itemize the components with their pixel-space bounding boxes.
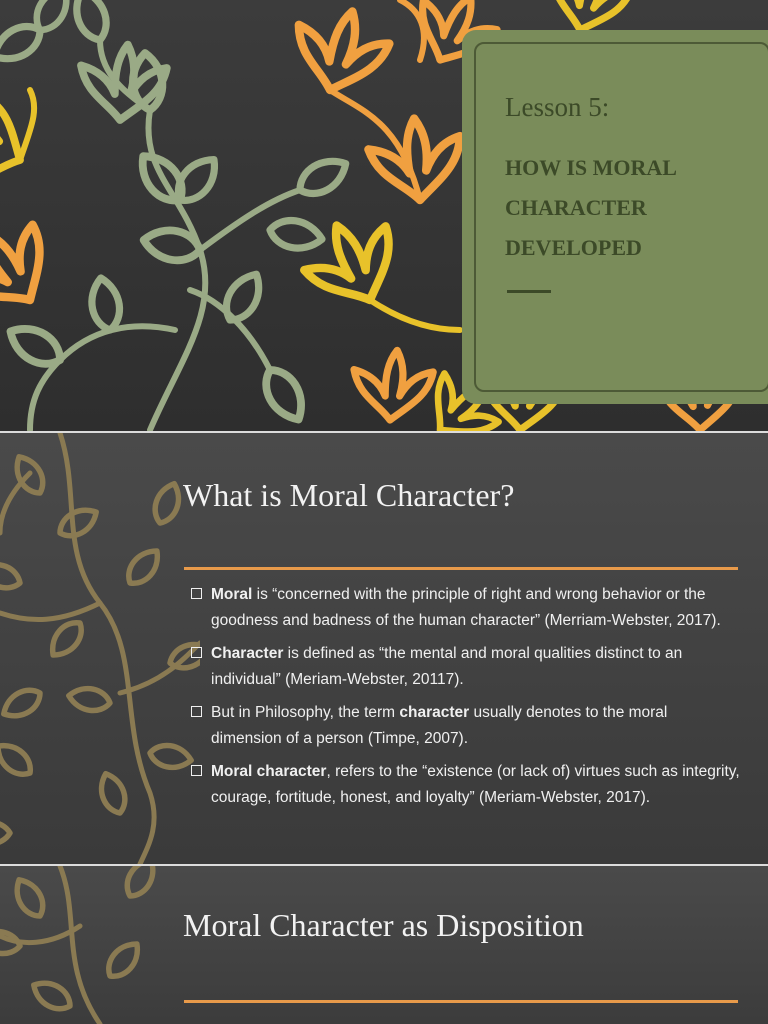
- title-card: [462, 30, 768, 404]
- slide-heading: Moral Character as Disposition: [183, 907, 584, 943]
- vine-pattern-left: [0, 433, 200, 864]
- checkbox-bullet-icon: [191, 706, 202, 717]
- list-item: Moral character, refers to the “existence (or lack of) virtues such as integrity, courage, fortitude, honest, and loyalty” (Meriam-Webster, 2017).: [190, 759, 740, 810]
- heading-rule: [184, 1000, 738, 1003]
- slide-what-is-moral-character[interactable]: [0, 433, 768, 864]
- list-item: Moral is “concerned with the principle of right and wrong behavior or the goodness and badness of the human character” (Merriam-Webster, 2017).: [190, 582, 740, 633]
- slide-heading: What is Moral Character?: [183, 477, 515, 513]
- list-item: Character is defined as “the mental and moral qualities distinct to an individual” (Meriam-Webster, 20117).: [190, 641, 740, 692]
- slide-moral-character-as-disposition[interactable]: [0, 866, 768, 1024]
- slide-title[interactable]: [0, 0, 768, 431]
- checkbox-bullet-icon: [191, 647, 202, 658]
- lesson-label: Lesson 5:: [505, 92, 610, 122]
- lesson-title: HOW IS MORAL CHARACTER DEVELOPED: [505, 155, 676, 260]
- bullet-list: [190, 582, 740, 818]
- title-dash: [507, 290, 551, 293]
- list-item: But in Philosophy, the term character usually denotes to the moral dimension of a person (Timpe, 2007).: [190, 700, 740, 751]
- heading-rule: [184, 567, 738, 570]
- checkbox-bullet-icon: [191, 588, 202, 599]
- checkbox-bullet-icon: [191, 765, 202, 776]
- vine-pattern-left: [0, 866, 200, 1024]
